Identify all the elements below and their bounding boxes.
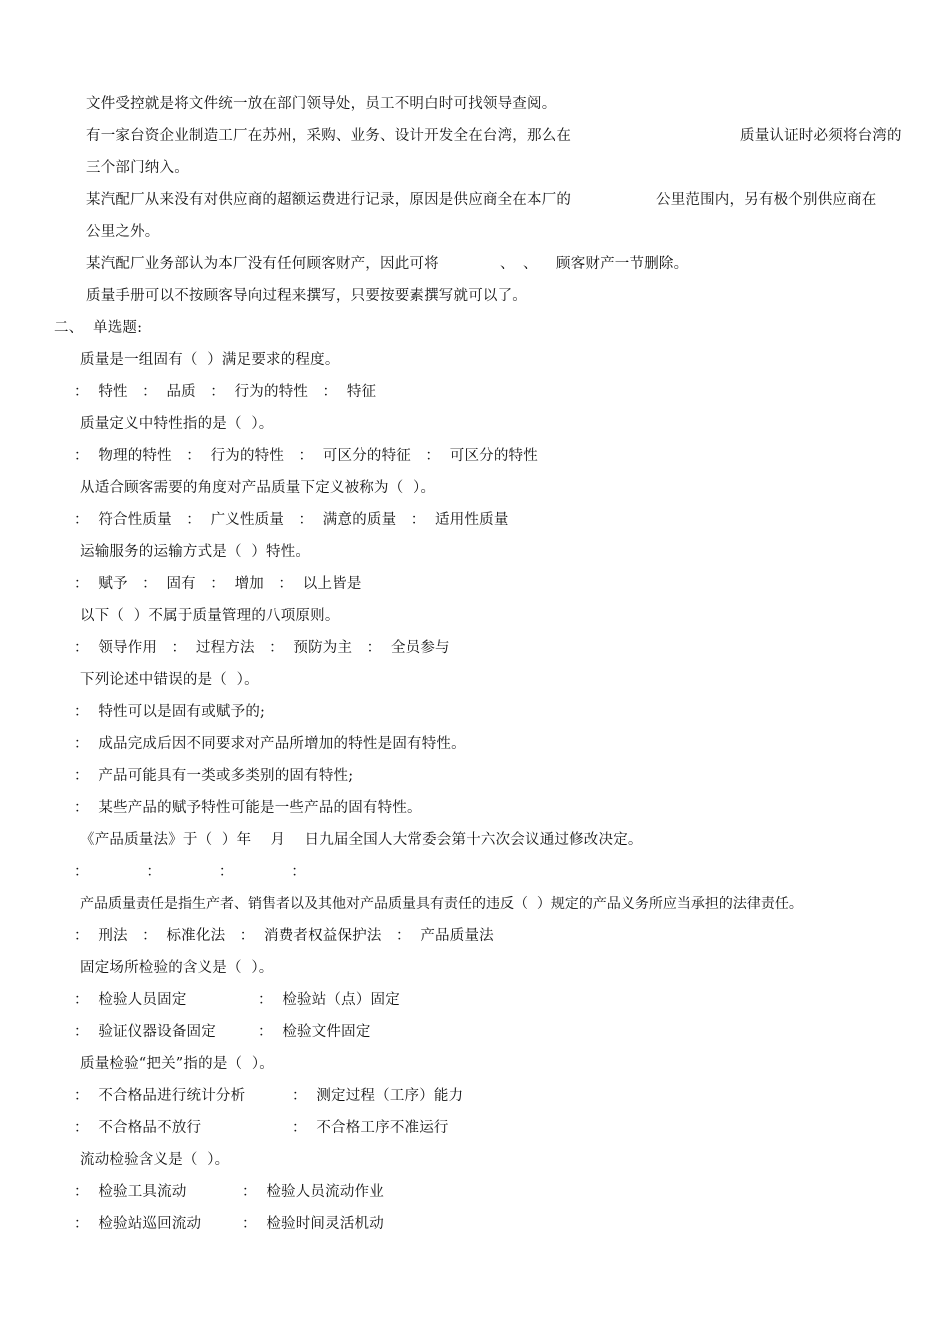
question-text: 从适合顾客需要的角度对产品质量下定义被称为（ ）。 (80, 480, 436, 496)
option-row: ： 刑法 ： 标准化法 ： 消费者权益保护法 ： 产品质量法 (74, 928, 494, 944)
option-c: ： 检验站巡回流动 (74, 1216, 202, 1232)
option-d: ： 某些产品的赋予特性可能是一些产品的固有特性。 (74, 800, 422, 816)
judgment-item-customer-property-end: 顾客财产一节删除。 (556, 256, 689, 272)
option-a: ： 特性可以是固有或赋予的; (74, 704, 266, 720)
question-text: 运输服务的运输方式是（ ）特性。 (80, 544, 311, 560)
judgment-item-freight-cont: 公里范围内，另有极个别供应商在 (656, 192, 877, 208)
option-b: ： 检验站（点）固定 (258, 992, 400, 1008)
option-b: ： 检验人员流动作业 (242, 1184, 384, 1200)
question-text: 质量是一组固有（ ）满足要求的程度。 (80, 352, 340, 368)
option-a: ： 检验人员固定 (74, 992, 187, 1008)
option-d: ： 检验文件固定 (258, 1024, 371, 1040)
judgment-item-freight: 某汽配厂从来没有对供应商的超额运费进行记录，原因是供应商全在本厂的 (86, 192, 572, 208)
option-c: ： 不合格品不放行 (74, 1120, 202, 1136)
option-a: ： 检验工具流动 (74, 1184, 187, 1200)
option-row: ： 赋予 ： 固有 ： 增加 ： 以上皆是 (74, 576, 362, 592)
judgment-item-quality-manual: 质量手册可以不按顾客导向过程来撰写，只要按要素撰写就可以了。 (86, 288, 527, 304)
option-row: ： ： ： ： (74, 864, 306, 880)
separator-mark: 、 (523, 256, 538, 272)
question-text: 质量定义中特性指的是（ ）。 (80, 416, 274, 432)
section-heading-single-choice: 二、 单选题: (54, 320, 143, 336)
judgment-item-freight-end: 公里之外。 (86, 224, 160, 240)
option-d: ： 不合格工序不准运行 (292, 1120, 449, 1136)
question-text: 固定场所检验的含义是（ ）。 (80, 960, 274, 976)
option-b: ： 测定过程（工序）能力 (292, 1088, 464, 1104)
option-c: ： 验证仪器设备固定 (74, 1024, 216, 1040)
judgment-item-taiwan-factory: 有一家台资企业制造工厂在苏州，采购、业务、设计开发全在台湾，那么在 (86, 128, 572, 144)
option-d: ： 检验时间灵活机动 (242, 1216, 384, 1232)
judgment-item-taiwan-factory-end: 三个部门纳入。 (86, 160, 189, 176)
option-row: ： 领导作用 ： 过程方法 ： 预防为主 ： 全员参与 (74, 640, 450, 656)
judgment-item-customer-property: 某汽配厂业务部认为本厂没有任何顾客财产，因此可将 (86, 256, 439, 272)
question-text: 以下（ ）不属于质量管理的八项原则。 (80, 608, 340, 624)
option-a: ： 不合格品进行统计分析 (74, 1088, 246, 1104)
separator-mark: 、 (500, 256, 515, 272)
option-row: ： 特性 ： 品质 ： 行为的特性 ： 特征 (74, 384, 377, 400)
option-c: ： 产品可能具有一类或多类别的固有特性; (74, 768, 354, 784)
question-text: 《产品质量法》于（ ）年 月 日九届全国人大常委会第十六次会议通过修改决定。 (80, 832, 643, 848)
option-b: ： 成品完成后因不同要求对产品所增加的特性是固有特性。 (74, 736, 466, 752)
judgment-item-document-control: 文件受控就是将文件统一放在部门领导处，员工不明白时可找领导查阅。 (86, 96, 557, 112)
question-text: 流动检验含义是（ ）。 (80, 1152, 230, 1168)
question-text: 产品质量责任是指生产者、销售者以及其他对产品质量具有责任的违反（ ）规定的产品义务所应当承担的法律责任。 (80, 896, 803, 912)
question-text: 质量检验“把关”指的是（ ）。 (80, 1056, 274, 1072)
option-row: ： 物理的特性 ： 行为的特性 ： 可区分的特征 ： 可区分的特性 (74, 448, 538, 464)
option-row: ： 符合性质量 ： 广义性质量 ： 满意的质量 ： 适用性质量 (74, 512, 509, 528)
question-text: 下列论述中错误的是（ ）。 (80, 672, 259, 688)
judgment-item-taiwan-factory-cont: 质量认证时必须将台湾的 (740, 128, 902, 144)
